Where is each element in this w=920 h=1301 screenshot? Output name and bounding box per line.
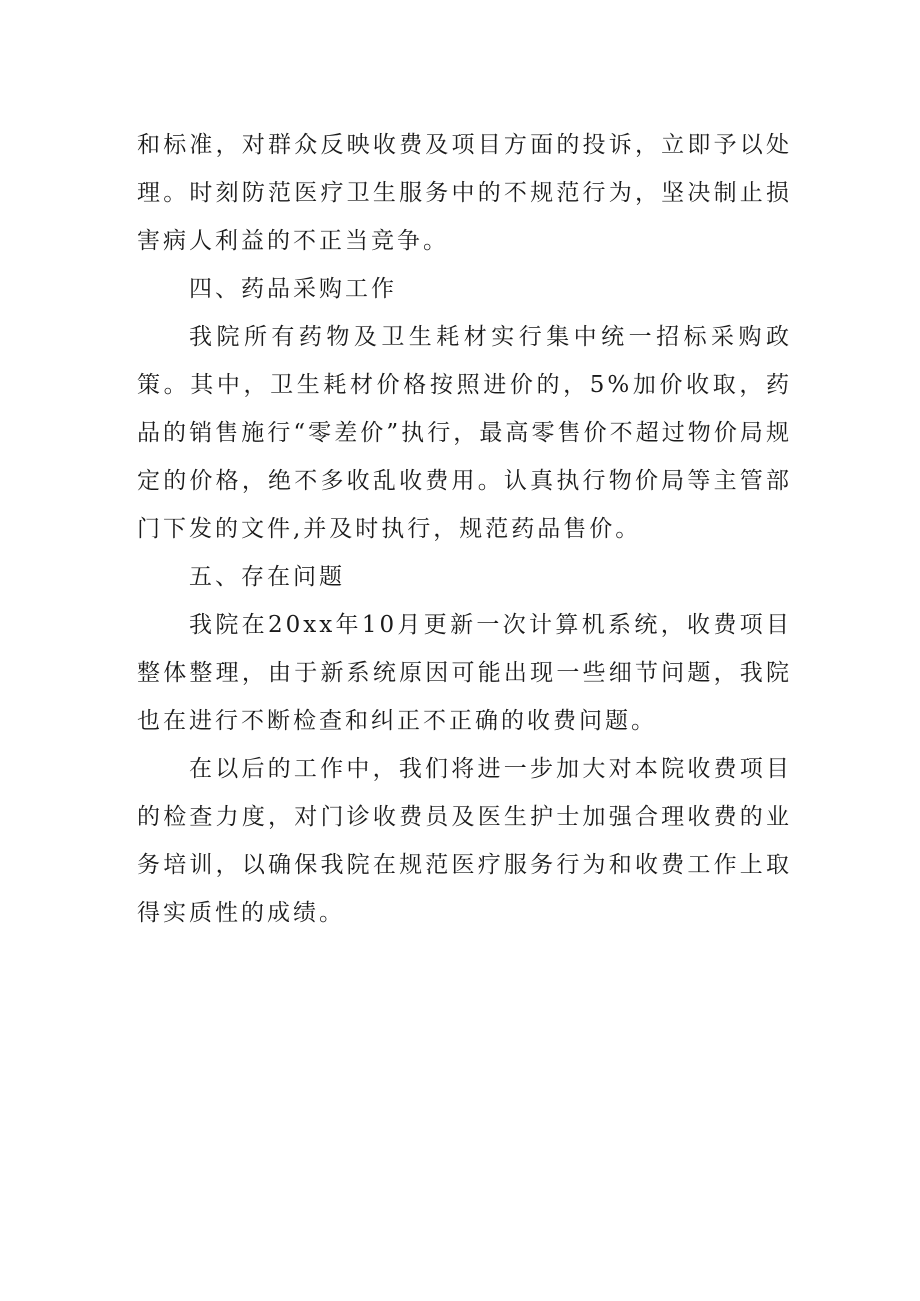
- paragraph-continuation: 和标准，对群众反映收费及项目方面的投诉，立即予以处理。时刻防范医疗卫生服务中的不规范行为，坚决制止损害病人利益的不正当竞争。: [137, 132, 792, 254]
- paragraph-drug-procurement: 我院所有药物及卫生耗材实行集中统一招标采购政策。其中，卫生耗材价格按照进价的，5%加价收取，药品的销售施行“零差价”执行，最高零售价不超过物价局规定的价格，绝不多收乱收费用。认真执行物价局等主管部门下发的文件,并及时执行，规范药品售价。: [137, 324, 792, 542]
- document-body: [137, 121, 792, 937]
- paragraph-future-work: 在以后的工作中，我们将进一步加大对本院收费项目的检查力度，对门诊收费员及医生护士加强合理收费的业务培训，以确保我院在规范医疗服务行为和收费工作上取得实质性的成绩。: [137, 756, 792, 926]
- section-heading-existing-problems: 五、存在问题: [189, 564, 345, 590]
- section-heading-drug-procurement: 四、药品采购工作: [189, 276, 397, 302]
- paragraph-existing-problems: 我院在20xx年10月更新一次计算机系统，收费项目整体整理，由于新系统原因可能出现一些细节问题，我院也在进行不断检查和纠正不正确的收费问题。: [137, 612, 792, 734]
